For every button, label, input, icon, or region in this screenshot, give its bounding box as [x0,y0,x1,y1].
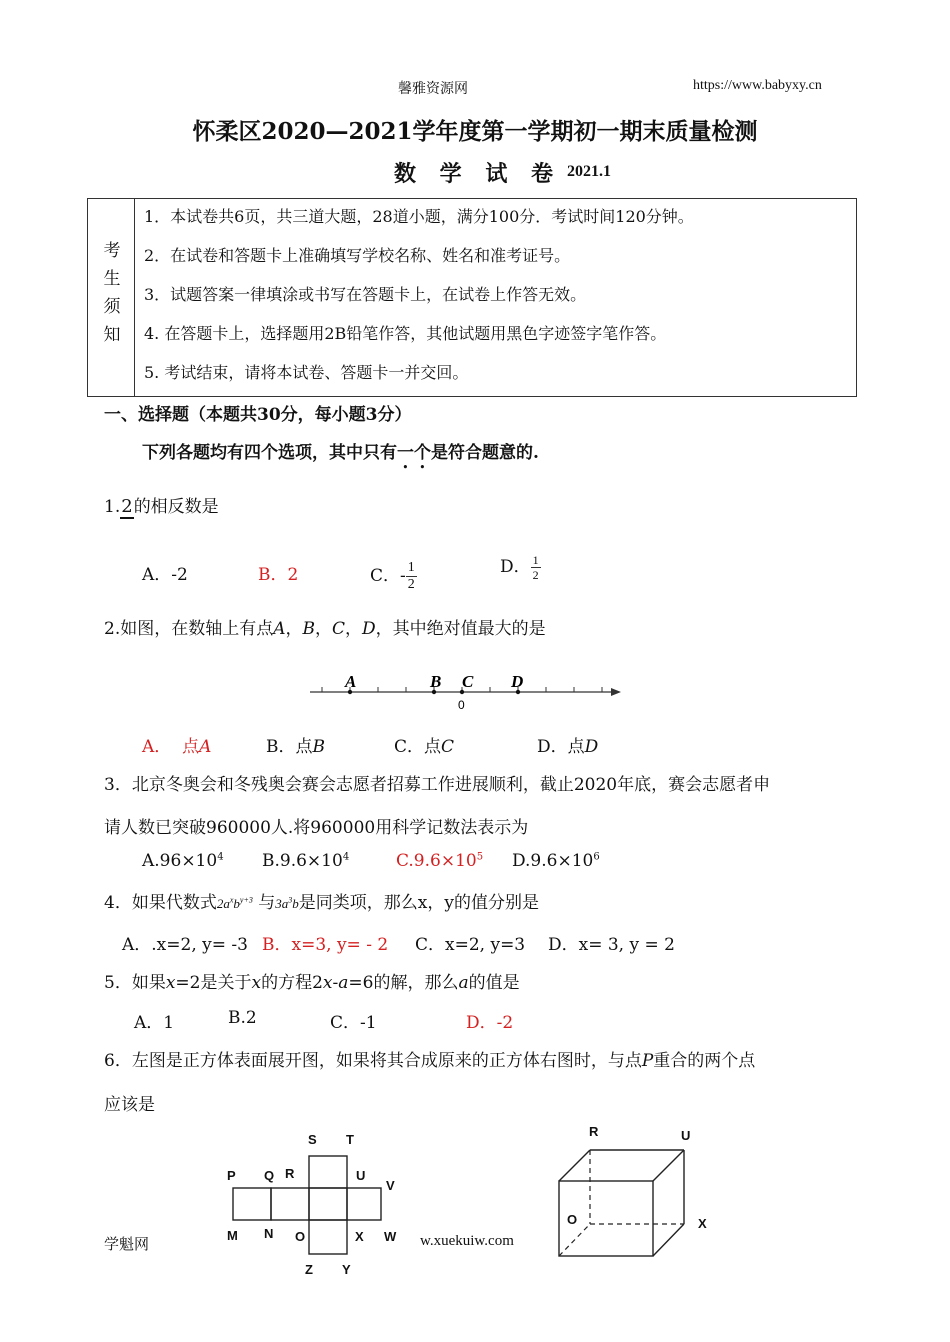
q4-stem: 4．如果代数式$2a^xb^{y+3}$ 与$3a^3b$是同类项，那么x，y的值分别是 [104,893,539,913]
site-name: 馨雅资源网 [398,81,468,97]
net-label-n: N [264,1226,274,1241]
net-label-t: T [346,1132,354,1147]
page-title: 怀柔区2020—2021学年度第一学期初一期末质量检测 [192,118,758,145]
q5-option-a: A．1 [134,1013,175,1033]
q1-option-b: B．2 [258,565,299,585]
cube-hidden-edges [559,1150,684,1256]
q1-option-c: C．- $\frac{1}{2}$ [370,560,415,592]
q2-option-a: A． 点A [142,737,212,757]
label-a: A [345,672,357,691]
q2-stem: 2.如图，在数轴上有点A，B，C，D，其中绝对值最大的是 [104,619,546,639]
net-label-o: O [295,1229,306,1244]
q3-option-b: $B.9.6\times 10^4$ [262,851,350,871]
cube-figure [553,1118,723,1258]
q3-line1: 3．北京冬奥会和冬残奥会赛会志愿者招募工作进展顺利，截止2020年底，赛会志愿者申 [104,775,771,795]
q5-option-d: D．-2 [466,1013,514,1033]
net-label-u: U [356,1168,366,1183]
q4-option-b: B．x=3, y= - 2 [262,935,389,955]
q3-option-a: $A.96\times 10^4$ [142,851,224,871]
page-subtitle: 数 学 试 卷 [394,161,561,187]
notice-label-column [88,199,135,396]
q4-expr2: $3a^3b$ [275,895,299,911]
notice-item: 2．在试卷和答题卡上准确填写学校名称、姓名和准考证号。 [144,246,571,265]
q1-fraction-d: $\frac{1}{2}$ [532,553,539,582]
net-label-r: R [285,1166,295,1181]
cube-label-u: U [681,1128,691,1143]
cube-edges [559,1150,684,1256]
section-instruction: 下列各题均有四个选项，其中只有一个是符合题意的. [142,443,539,463]
q1-fraction-c: $\frac{1}{2}$ [407,560,415,592]
site-url[interactable]: https://www.babyxy.cn [693,78,822,93]
cube-label-r: R [589,1124,599,1139]
q3-option-c: $C.9.6\times 10^5$ [396,851,484,871]
q2-option-c: C．点C [394,737,455,757]
net-label-q: Q [264,1168,275,1183]
net-label-w: W [384,1229,397,1244]
q1-number: 2 [121,496,133,517]
notice-item: 4. 在答题卡上，选择题用2B铅笔作答，其他试题用黑色字迹签字笔作答。 [144,324,667,343]
net-label-s: S [308,1132,317,1147]
cube-label-x: X [698,1216,707,1231]
q4-expr1: $2a^xb^{y+3}$ [216,895,253,911]
footer-url[interactable]: w.xuekuiw.com [420,1233,514,1249]
label-b: B [430,672,442,691]
q4-option-c: C．x=2, y=3 [415,935,526,955]
footer-site-name: 学魁网 [104,1235,150,1253]
q4-option-a: A．.x=2, y= -3 [122,935,248,955]
notice-box [87,198,857,397]
label-origin: 0 [458,698,465,712]
net-label-m: M [227,1228,238,1243]
q5-stem: 5．如果x=2是关于x的方程2x-a=6的解，那么a的值是 [104,973,520,993]
notice-item: 3．试题答案一律填涂或书写在答题卡上，在试卷上作答无效。 [144,285,587,304]
q4-option-d: D．x= 3, y = 2 [548,935,675,955]
q3-line2: 请人数已突破960000人.将960000用科学记数法表示为 [104,818,529,838]
notice-item: 5. 考试结束，请将本试卷、答题卡一并交回。 [144,363,469,382]
q2-option-b: B．点B [266,737,325,757]
notice-label: 考 生 须 知 [103,241,121,345]
q1-option-a: A．-2 [142,565,188,585]
q6-line2: 应该是 [104,1095,155,1115]
q5-option-c: C．-1 [330,1013,377,1033]
q1-option-d: D． $\frac{1}{2}$ [500,553,539,582]
cube-net [222,1128,412,1278]
cube-label-o: O [567,1212,578,1227]
q3-option-d: $D.9.6\times 10^6$ [512,851,600,871]
q6-line1: 6．左图是正方体表面展开图，如果将其合成原来的正方体右图时，与点P重合的两个点 [104,1051,756,1071]
label-c: C [462,672,474,691]
q5-option-b: B.2 [228,1008,257,1028]
q2-option-d: D．点D [537,737,599,757]
notice-item: 1．本试卷共6页，共三道大题，28道小题，满分100分．考试时间120分钟。 [144,207,694,226]
number-line [305,668,625,716]
net-label-p: P [227,1168,236,1183]
q1-stem: 1.2的相反数是 [104,496,219,517]
section-heading: 一、选择题（本题共30分，每小题3分） [104,405,412,425]
net-label-y: Y [342,1262,351,1277]
exam-date: 2021.1 [567,163,611,180]
label-d: D [511,672,524,691]
number-line-arrow [611,688,621,696]
net-label-x: X [355,1229,364,1244]
net-label-v: V [386,1178,395,1193]
net-label-z: Z [305,1262,313,1277]
